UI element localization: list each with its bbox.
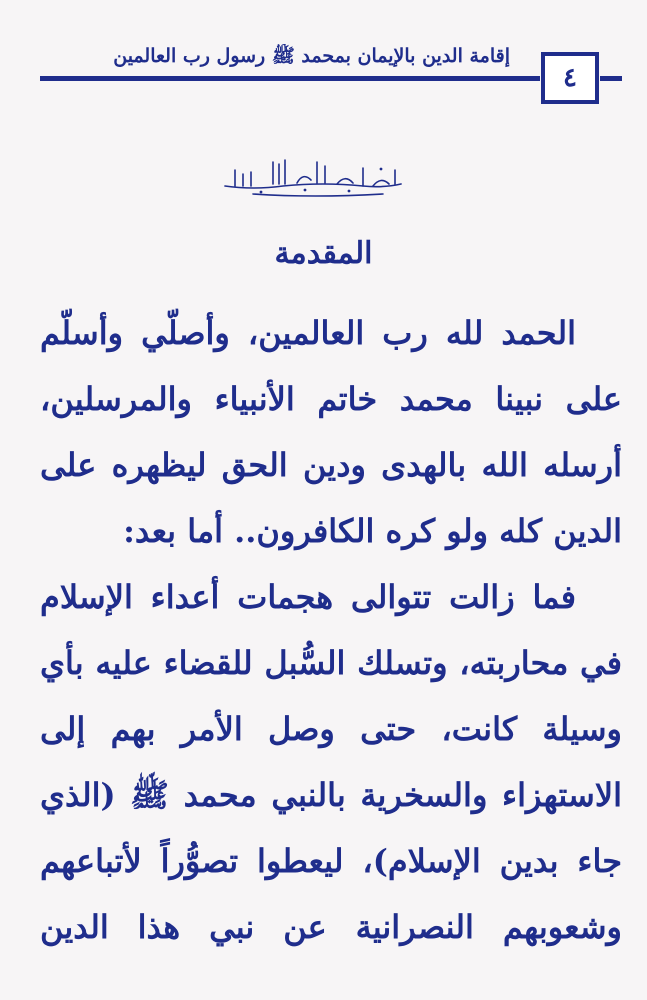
- header-rule: [40, 76, 540, 81]
- text-line: جاء بدين الإسلام)، ليعطوا تصوُّراً لأتباعهم: [40, 842, 622, 880]
- section-heading: المقدمة: [274, 236, 373, 271]
- header-rule-end: [600, 76, 622, 81]
- text-line: أرسله الله بالهدى ودين الحق ليظهره على: [40, 446, 622, 484]
- body-paragraphs: [40, 300, 622, 960]
- text-line: على نبينا محمد خاتم الأنبياء والمرسلين،: [40, 380, 622, 418]
- text-line: الدين كله ولو كره الكافرون.. أما بعد:: [123, 512, 622, 550]
- text-line: وشعوبهم النصرانية عن نبي هذا الدين: [40, 908, 622, 946]
- running-header-title: إقامة الدين بالإيمان بمحمد ﷺ رسول رب العالمين: [113, 45, 510, 67]
- basmala-calligraphy: [213, 150, 413, 198]
- text-line: فما زالت تتوالى هجمات أعداء الإسلام: [40, 578, 576, 616]
- text-line: في محاربته، وتسلك السُّبل للقضاء عليه بأي: [40, 644, 622, 682]
- text-line: الحمد لله رب العالمين، وأصلّي وأسلّم: [40, 314, 576, 352]
- page-number: ٤: [541, 52, 599, 104]
- text-line: الاستهزاء والسخرية بالنبي محمد ﷺ (الذي: [40, 776, 622, 814]
- text-line: وسيلة كانت، حتى وصل الأمر بهم إلى: [40, 710, 622, 748]
